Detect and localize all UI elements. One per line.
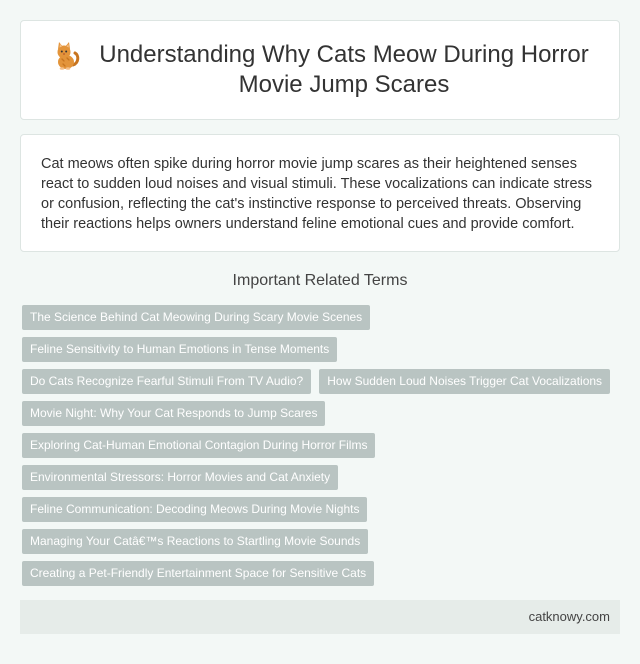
title-card	[20, 20, 620, 120]
title-row	[21, 21, 619, 119]
summary-card	[20, 134, 620, 252]
related-term-link[interactable]: Feline Communication: Decoding Meows During Movie Nights	[22, 497, 367, 522]
related-terms-list	[22, 305, 622, 593]
related-term-link[interactable]: The Science Behind Cat Meowing During Scary Movie Scenes	[22, 305, 370, 330]
tag-row	[22, 497, 622, 522]
tag-row	[22, 561, 622, 586]
related-term-link[interactable]: Environmental Stressors: Horror Movies and Cat Anxiety	[22, 465, 338, 490]
related-term-link[interactable]: Movie Night: Why Your Cat Responds to Jump Scares	[22, 401, 325, 426]
footer-bar	[20, 600, 620, 634]
tag-row	[22, 433, 622, 458]
tag-row	[22, 401, 622, 426]
related-term-link[interactable]: How Sudden Loud Noises Trigger Cat Vocalizations	[319, 369, 610, 394]
related-term-link[interactable]: Do Cats Recognize Fearful Stimuli From TV Audio?	[22, 369, 311, 394]
related-term-link[interactable]: Feline Sensitivity to Human Emotions in Tense Moments	[22, 337, 337, 362]
tag-row	[22, 529, 622, 554]
tag-row	[22, 305, 622, 330]
tag-row	[22, 465, 622, 490]
summary-paragraph: Cat meows often spike during horror movie jump scares as their heightened senses react to sudden loud noises and visual stimuli. These vocalizations can indicate stress or confusion, reflecting the cat's instinctive response to perceived threats. Observing their reactions helps owners understand feline emotional cues and provide comfort.	[41, 156, 593, 232]
cat-icon	[51, 41, 81, 71]
site-link[interactable]: catknowy.com	[528, 609, 610, 624]
related-term-link[interactable]: Exploring Cat-Human Emotional Contagion During Horror Films	[22, 433, 375, 458]
page-title: Understanding Why Cats Meow During Horror Movie Jump Scares	[99, 41, 589, 98]
tag-row	[22, 337, 622, 362]
related-term-link[interactable]: Creating a Pet-Friendly Entertainment Space for Sensitive Cats	[22, 561, 374, 586]
related-terms-heading: Important Related Terms	[232, 272, 408, 289]
related-term-link[interactable]: Managing Your Catâ€™s Reactions to Startling Movie Sounds	[22, 529, 368, 554]
tag-row	[22, 369, 622, 394]
